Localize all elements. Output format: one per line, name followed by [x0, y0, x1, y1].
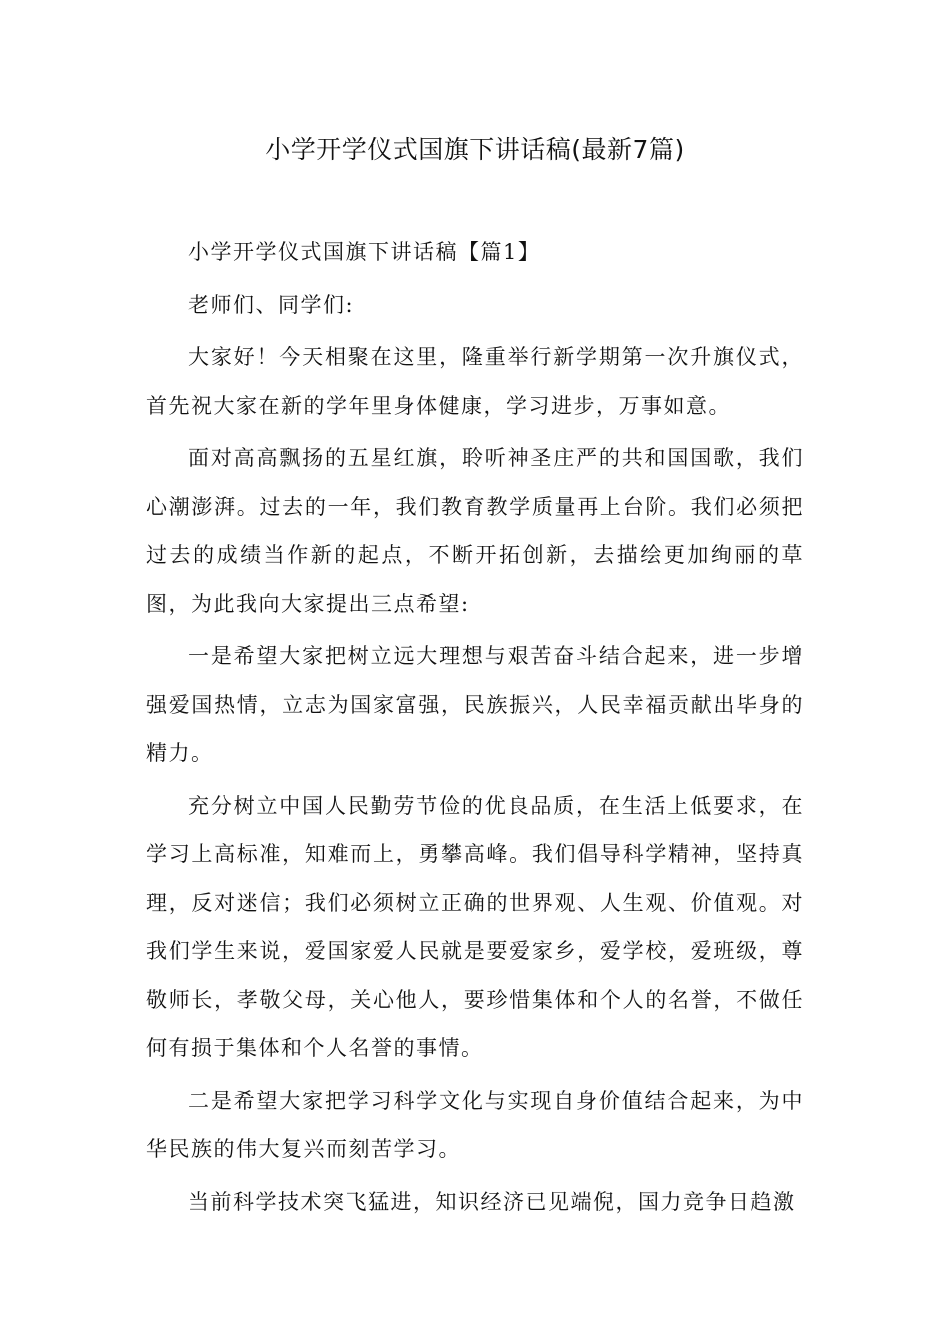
- section-heading: 小学开学仪式国旗下讲话稿【篇1】: [188, 240, 541, 264]
- paragraph-quality: 充分树立中国人民勤劳节俭的优良品质，在生活上低要求，在学习上高标准，知难而上，勇攀高峰。我们倡导科学精神，坚持真理，反对迷信；我们必须树立正确的世界观、人生观、价值观。对我们学生来说，爱国家爱人民就是要爱家乡，爱学校，爱班级，尊敬师长，孝敬父母，关心他人，要珍惜集体和个人的名誉，不做任何有损于集体和个人名誉的事情。: [146, 793, 804, 1060]
- paragraph-hope-one: 一是希望大家把树立远大理想与艰苦奋斗结合起来，进一步增强爱国热情，立志为国家富强，民族振兴，人民幸福贡献出毕身的精力。: [146, 644, 804, 765]
- document-body: [146, 228, 804, 1226]
- salutation: 老师们、同学们:: [188, 292, 355, 317]
- paragraph-hope-two: 二是希望大家把学习科学文化与实现自身价值结合起来，为中华民族的伟大复兴而刻苦学习。: [146, 1088, 804, 1161]
- paragraph-science: 当前科学技术突飞猛进，知识经济已见端倪，国力竞争日趋激: [188, 1189, 796, 1214]
- paragraph-intro: 面对高高飘扬的五星红旗，聆听神圣庄严的共和国国歌，我们心潮澎湃。过去的一年，我们教育教学质量再上台阶。我们必须把过去的成绩当作新的起点，不断开拓创新，去描绘更加绚丽的草图，为此我向大家提出三点希望:: [146, 446, 804, 616]
- document-title: 小学开学仪式国旗下讲话稿(最新7篇): [265, 135, 685, 164]
- paragraph-greeting: 大家好！今天相聚在这里，隆重举行新学期第一次升旗仪式，首先祝大家在新的学年里身体健康，学习进步，万事如意。: [146, 345, 804, 418]
